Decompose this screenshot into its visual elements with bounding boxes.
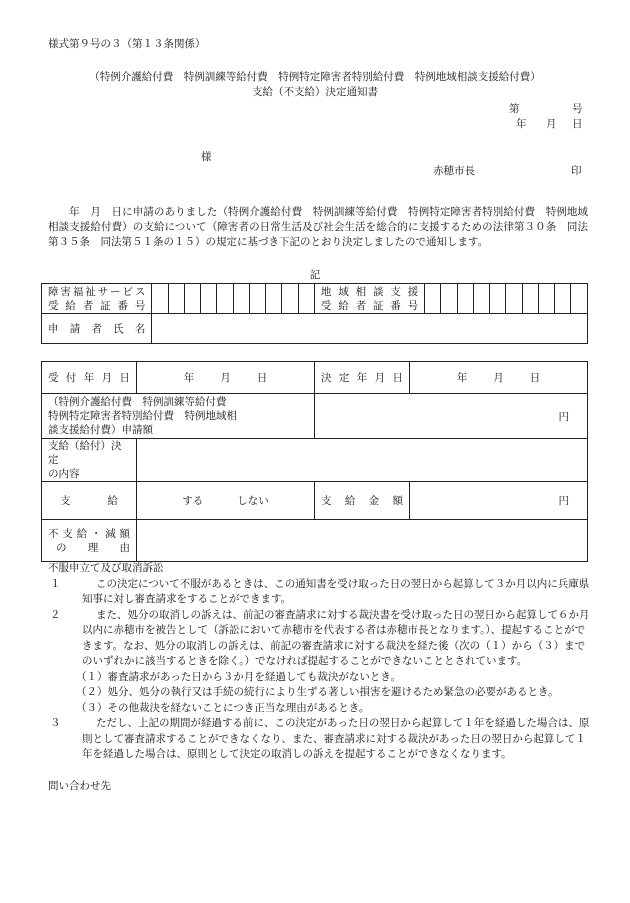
yen-unit: 円 [558, 495, 569, 507]
appeal-item: ２ また、処分の取消しの訴えは、前記の審査請求に対する裁決書を受け取った日の翌日から起算して６か月以内に赤穂市を被告として（訴訟において赤穂市を代表する者は赤穂市長となります。）、提起することができます。なお、処分の取消しの訴えは、前記の審査請求に対する裁決を経た後（次の（１）から（３）までのいずれかに該当するときを除く。）でなければ提起することができないこととされています。 [50, 608, 590, 667]
digit-cell[interactable] [298, 284, 314, 314]
digit-cell[interactable] [425, 284, 441, 314]
received-date-field[interactable]: 年 月 日 [137, 362, 315, 394]
recipient-number-label: 障害福祉サービス 受給者証番号 [42, 284, 152, 314]
digit-cell[interactable] [249, 284, 265, 314]
digit-cell[interactable] [168, 284, 184, 314]
form-number: 様式第９号の３（第１３条関係） [48, 38, 206, 50]
decision-table [41, 361, 588, 562]
title-line-1: （特例介護給付費 特例訓練等給付費 特例特定障害者特別給付費 特例地域相談支援給付費） [89, 71, 541, 83]
digit-cell[interactable] [441, 284, 457, 314]
appeal-sub-item: （１）審査請求があった日から３か月を経過しても裁決がないとき。 [76, 670, 401, 683]
decision-content-field[interactable] [137, 439, 588, 482]
digit-cell[interactable] [184, 284, 200, 314]
sender-name: 赤穂市長 [433, 165, 475, 177]
seal-mark: 印 [571, 165, 582, 177]
claim-amount-field[interactable] [315, 394, 588, 439]
appeal-sub-item: （２）処分、処分の執行又は手続の続行により生ずる著しい損害を避けるため緊急の必要があるとき。 [76, 686, 559, 698]
applicant-name-label: 申請者氏名 [42, 314, 152, 344]
digit-cell[interactable] [538, 284, 554, 314]
digit-cell[interactable] [217, 284, 233, 314]
consult-number-label: 地域相談支援 受給者証番号 [314, 284, 424, 314]
issue-date-year: 年 [516, 118, 527, 130]
decision-date-field[interactable]: 年 月 日 [410, 362, 588, 394]
payment-choice[interactable] [137, 482, 315, 520]
issue-date-day: 日 [572, 118, 583, 130]
digit-cell[interactable] [473, 284, 489, 314]
appeal-heading: 不服申立て及び取消訴訟 [48, 562, 164, 574]
notice-paragraph: 年 月 日に申請のありました（特例介護給付費 特例訓練等給付費 特例特定障害者特別給付費 特例地域相談支援給付費）の支給について（障害者の日常生活及び社会生活を総合的に支援するための法律第３０条 同法第３５条 同法第５１条の１５）の規定に基づき下記のとおり決定しましたので通知します。 [48, 206, 588, 248]
digit-cell[interactable] [571, 284, 588, 314]
payment-label: 支給 [42, 482, 137, 520]
applicant-name-field[interactable] [152, 314, 588, 344]
rejection-reason-label: 不支給・減額 の理由 [42, 520, 137, 562]
contact-label: 問い合わせ先 [48, 780, 111, 792]
amount-field[interactable] [410, 482, 588, 520]
received-date-label: 受付年月日 [42, 362, 137, 394]
digit-cell[interactable] [522, 284, 538, 314]
digit-cell[interactable] [201, 284, 217, 314]
appeal-notice [48, 561, 593, 763]
doc-number-suffix: 号 [572, 103, 583, 115]
digit-cell[interactable] [152, 284, 168, 314]
issue-date-month: 月 [546, 118, 557, 130]
appeal-item: ３ ただし、上記の期間が経過する前に、この決定があった日の翌日から起算して１年を経過した場合は、原則として審査請求することができなくなり、また、審査請求に対する裁決があった日の翌日から起算して１年を経過した場合は、原則として決定の取消しの訴えを提起することができなくなります。 [50, 717, 590, 760]
digit-cell[interactable] [490, 284, 506, 314]
doc-number-prefix: 第 [509, 103, 520, 115]
recipient-number-table [41, 283, 588, 344]
appeal-sub-item: （３）その他裁決を経ないことにつき正当な理由があるとき。 [76, 701, 370, 714]
document-title: 支給（不支給）決定通知書 [252, 86, 378, 98]
addressee-suffix: 様 [201, 151, 212, 163]
digit-cell[interactable] [282, 284, 298, 314]
digit-cell[interactable] [555, 284, 571, 314]
digit-cell[interactable] [266, 284, 282, 314]
yen-unit: 円 [558, 410, 569, 423]
digit-cell[interactable] [457, 284, 473, 314]
payment-yes-option[interactable]: する [182, 495, 204, 507]
decision-content-label: 支給（給付）決定 の内容 [42, 439, 137, 482]
rejection-reason-field[interactable] [137, 520, 588, 562]
decision-date-label: 決定年月日 [315, 362, 410, 394]
appeal-item: １ この決定について不服があるときは、この通知書を受け取った日の翌日から起算して３か月以内に兵庫県知事に対し審査請求をすることができます。 [50, 577, 590, 605]
ki-mark: 記 [309, 269, 321, 281]
amount-label: 支給金額 [315, 482, 410, 520]
claim-amount-label: （特例介護給付費 特例訓練等給付費 特例特定障害者特別給付費 特例地域相 談支援給付費）申請額 [42, 394, 315, 439]
payment-no-option[interactable]: しない [237, 495, 269, 507]
digit-cell[interactable] [233, 284, 249, 314]
digit-cell[interactable] [506, 284, 522, 314]
